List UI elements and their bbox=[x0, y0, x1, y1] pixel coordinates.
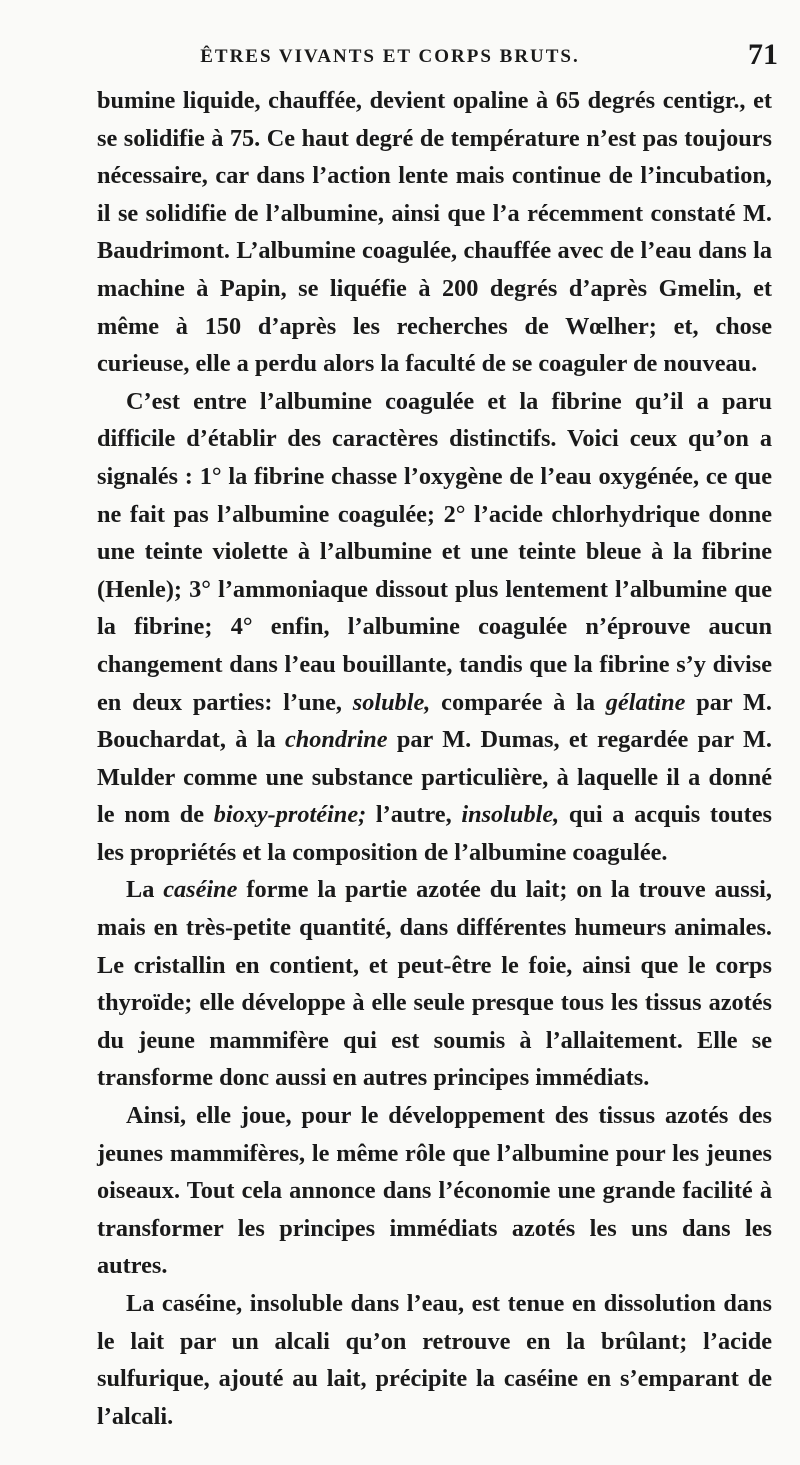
paragraph-3-text-1: La bbox=[126, 876, 164, 904]
paragraph-2-text-6: qui a acquis toutes les propriétés et la composition de l’albumine coagulée. bbox=[97, 801, 772, 866]
paragraph-3-text-2: forme la partie azotée du lait; on la trouve aussi, mais en très-petite quantité, dans différentes humeurs animales. Le cristallin en contient, et peut-être le foie, ainsi que le corps thyroïde; elle développe à elle seule presque tous les tissus azotés du jeune mammifère qui est soumis à l’allaitement. Elle se transforme donc aussi en autres principes immédiats. bbox=[97, 876, 772, 1092]
paragraph-4: Ainsi, elle joue, pour le développement des tissus azotés des jeunes mammifères, le même rôle que l’albumine pour les jeunes oiseaux. Tout cela annonce dans l’économie une grande facilité à transformer les principes immédiats azotés les uns dans les autres. bbox=[97, 1102, 772, 1280]
term-caseine: caséine bbox=[163, 876, 238, 904]
term-insoluble: insoluble, bbox=[461, 801, 560, 829]
paragraph-2-text-1: C’est entre l’albumine coagulée et la fibrine qu’il a paru difficile d’établir des caractères distinctifs. Voici ceux qu’on a signalés : 1° la fibrine chasse l’oxygène de l’eau oxygénée, ce que ne fait pas l’albumine coagulée; 2° l’acide chlorhydrique donne une teinte violette à l’albumine et une teinte bleue à la fibrine (Henle); 3° l’ammoniaque dissout plus lentement l’albumine que la fibrine; 4° enfin, l’albumine coagulée n’éprouve aucun changement dans l’eau bouillante, tandis que la fibrine s’y divise en deux parties: l’une, bbox=[97, 387, 772, 716]
paragraph-3 bbox=[97, 871, 772, 1097]
body-text bbox=[97, 82, 772, 1435]
paragraph-5: La caséine, insoluble dans l’eau, est tenue en dissolution dans le lait par un alcali qu’on retrouve en la brûlant; l’acide sulfurique, ajouté au lait, précipite la caséine en s’emparant de l’alcali. bbox=[97, 1290, 772, 1430]
term-soluble: soluble, bbox=[352, 688, 431, 716]
paragraph-2-text-2: comparée à la bbox=[430, 688, 606, 716]
term-gelatine: gélatine bbox=[605, 688, 686, 716]
running-title: ÊTRES VIVANTS ET CORPS BRUTS. bbox=[200, 46, 580, 67]
term-chondrine: chondrine bbox=[284, 726, 388, 754]
paragraph-2 bbox=[97, 383, 772, 872]
paragraph-2-text-4: par M. Dumas, et regardée par M. Mulder comme une substance particulière, à laquelle il a donné le nom de bbox=[97, 726, 772, 829]
page-number: 71 bbox=[748, 38, 778, 71]
paragraph-1: bumine liquide, chauffée, devient opaline à 65 degrés centigr., et se solidifie à 75. Ce haut degré de température n’est pas toujours nécessaire, car dans l’action lente mais continue de l’incubation, il se solidifie de l’albumine, ainsi que l’a récemment constaté M. Baudrimont. L’albumine coagulée, chauffée avec de l’eau dans la machine à Papin, se liquéfie à 200 degrés d’après Gmelin, et même à 150 d’après les recherches de Wœlher; et, chose curieuse, elle a perdu alors la faculté de se coaguler de nouveau. bbox=[97, 87, 772, 378]
paragraph-2-text-5: l’autre, bbox=[366, 801, 462, 829]
term-bioxy-proteine: bioxy-protéine; bbox=[213, 801, 367, 829]
paragraph-2-text-3: par M. Bouchardat, à la bbox=[97, 688, 772, 754]
running-head bbox=[90, 38, 790, 78]
